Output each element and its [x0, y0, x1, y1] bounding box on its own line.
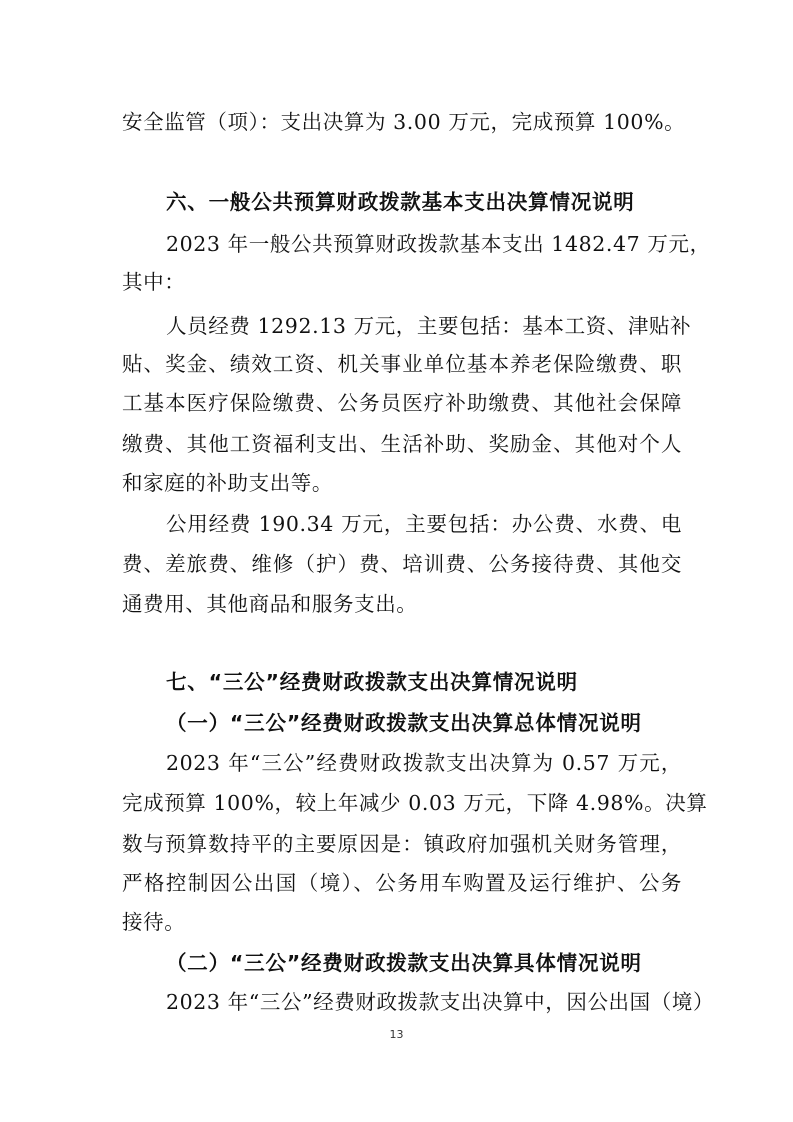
paragraph-basic-expenditure-line-2: 其中：: [122, 270, 186, 294]
subsection-2-heading: （二）“三公”经费财政拨款支出决算具体情况说明: [166, 951, 642, 975]
paragraph-three-public-line-1: 2023 年“三公”经费财政拨款支出决算为 0.57 万元，: [166, 751, 682, 775]
paragraph-three-public-line-3: 数与预算数持平的主要原因是：镇政府加强机关财务管理，: [122, 832, 682, 856]
paragraph-personnel-line-4: 缴费、其他工资福利支出、生活补助、奖励金、其他对个人: [122, 432, 682, 456]
paragraph-three-public-line-4: 严格控制因公出国（境）、公务用车购置及运行维护、公务: [122, 871, 682, 895]
paragraph-basic-expenditure-line-1: 2023 年一般公共预算财政拨款基本支出 1482.47 万元，: [166, 232, 711, 256]
paragraph-specific-line-1: 2023 年“三公”经费财政拨款支出决算中，因公出国（境）: [166, 990, 715, 1014]
section-7-heading: 七、“三公”经费财政拨款支出决算情况说明: [166, 670, 578, 694]
text-line-safety-supervision: 安全监管（项）：支出决算为 3.00 万元，完成预算 100%。: [122, 110, 686, 134]
paragraph-personnel-line-1: 人员经费 1292.13 万元，主要包括：基本工资、津贴补: [166, 314, 692, 338]
paragraph-public-line-2: 费、差旅费、维修（护）费、培训费、公务接待费、其他交: [122, 552, 682, 576]
paragraph-personnel-line-2: 贴、奖金、绩效工资、机关事业单位基本养老保险缴费、职: [122, 352, 682, 376]
paragraph-personnel-line-3: 工基本医疗保险缴费、公务员医疗补助缴费、其他社会保障: [122, 391, 682, 415]
paragraph-personnel-line-5: 和家庭的补助支出等。: [122, 471, 333, 495]
paragraph-three-public-line-5: 接待。: [122, 910, 186, 934]
section-6-heading: 六、一般公共预算财政拨款基本支出决算情况说明: [166, 190, 635, 214]
paragraph-public-line-3: 通费用、其他商品和服务支出。: [122, 592, 418, 616]
subsection-1-heading: （一）“三公”经费财政拨款支出决算总体情况说明: [166, 711, 642, 735]
paragraph-public-line-1: 公用经费 190.34 万元，主要包括：办公费、水费、电: [166, 512, 682, 536]
page-number: 13: [389, 1028, 404, 1041]
paragraph-three-public-line-2: 完成预算 100%，较上年减少 0.03 万元，下降 4.98%。决算: [122, 791, 708, 815]
